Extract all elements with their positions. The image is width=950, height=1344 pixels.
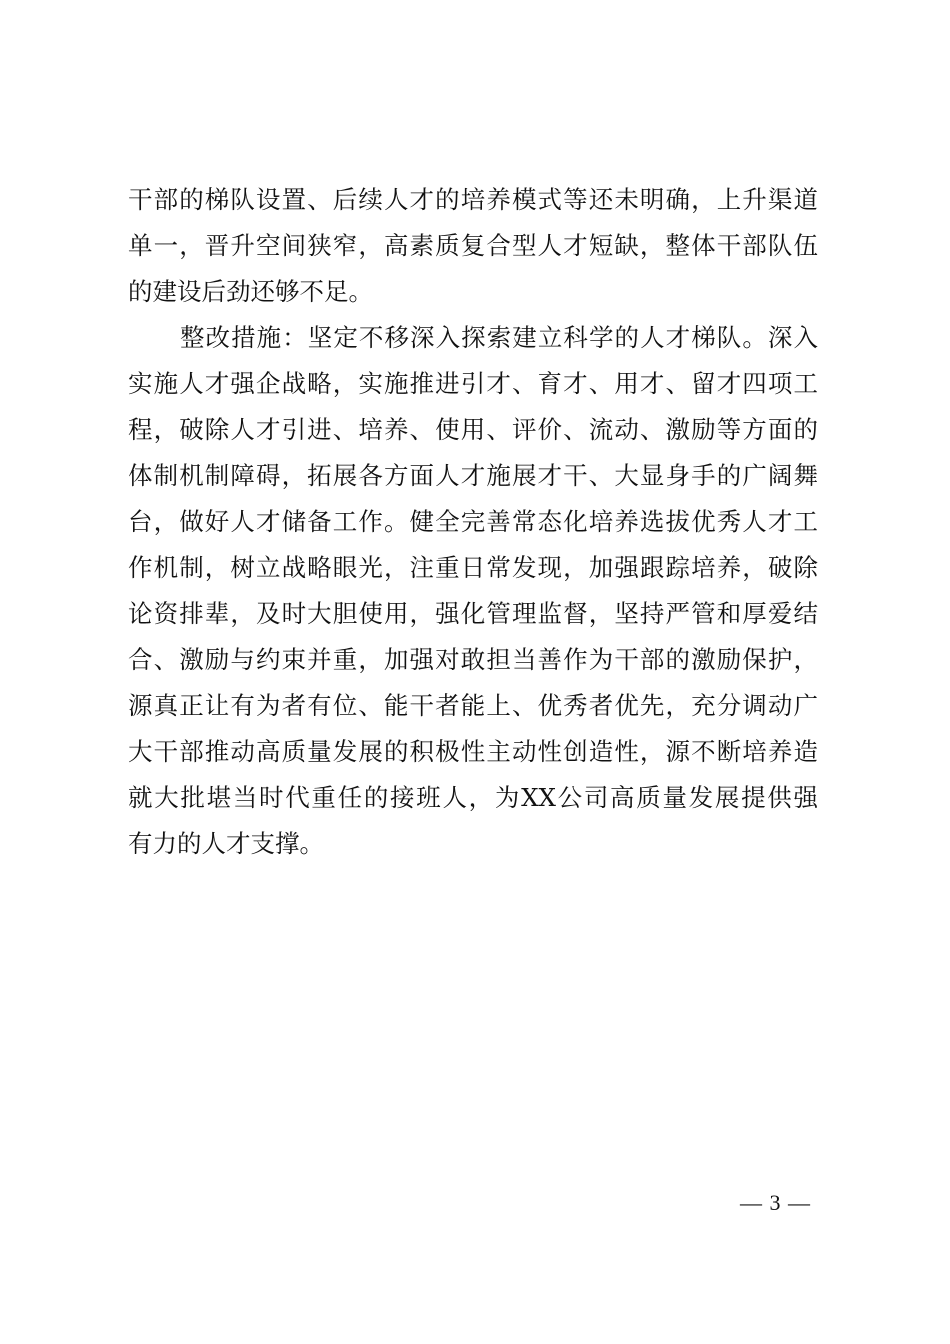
- text-line: 合、激励与约束并重，加强对敢担当善作为干部的激励保护，: [128, 645, 818, 674]
- text-line: 实施人才强企战略，实施推进引才、育才、用才、留才四项工: [128, 369, 818, 398]
- paragraph-rectification-measures: [128, 315, 818, 867]
- text-line: 作机制，树立战略眼光，注重日常发现，加强跟踪培养，破除: [128, 553, 818, 582]
- page-number: — 3 —: [740, 1190, 811, 1215]
- text-line: 整改措施：坚定不移深入探索建立科学的人才梯队。深入: [180, 323, 818, 352]
- text-line: 大干部推动高质量发展的积极性主动性创造性，源不断培养造: [128, 737, 818, 766]
- text-line: 单一，晋升空间狭窄，高素质复合型人才短缺，整体干部队伍: [128, 231, 818, 260]
- paragraph-talent-issues: [128, 177, 818, 315]
- text-line: 就大批堪当时代重任的接班人，为XX公司高质量发展提供强: [128, 783, 818, 812]
- text-line: 程，破除人才引进、培养、使用、评价、流动、激励等方面的: [128, 415, 818, 444]
- text-line: 台，做好人才储备工作。健全完善常态化培养选拔优秀人才工: [128, 507, 818, 536]
- text-line: 有力的人才支撑。: [128, 829, 324, 858]
- text-line: 体制机制障碍，拓展各方面人才施展才干、大显身手的广阔舞: [128, 461, 818, 490]
- text-line: 的建设后劲还够不足。: [128, 277, 373, 306]
- text-line: 论资排辈，及时大胆使用，强化管理监督，坚持严管和厚爱结: [128, 599, 818, 628]
- text-line: 干部的梯队设置、后续人才的培养模式等还未明确，上升渠道: [128, 185, 818, 214]
- text-line: 源真正让有为者有位、能干者能上、优秀者优先，充分调动广: [128, 691, 818, 720]
